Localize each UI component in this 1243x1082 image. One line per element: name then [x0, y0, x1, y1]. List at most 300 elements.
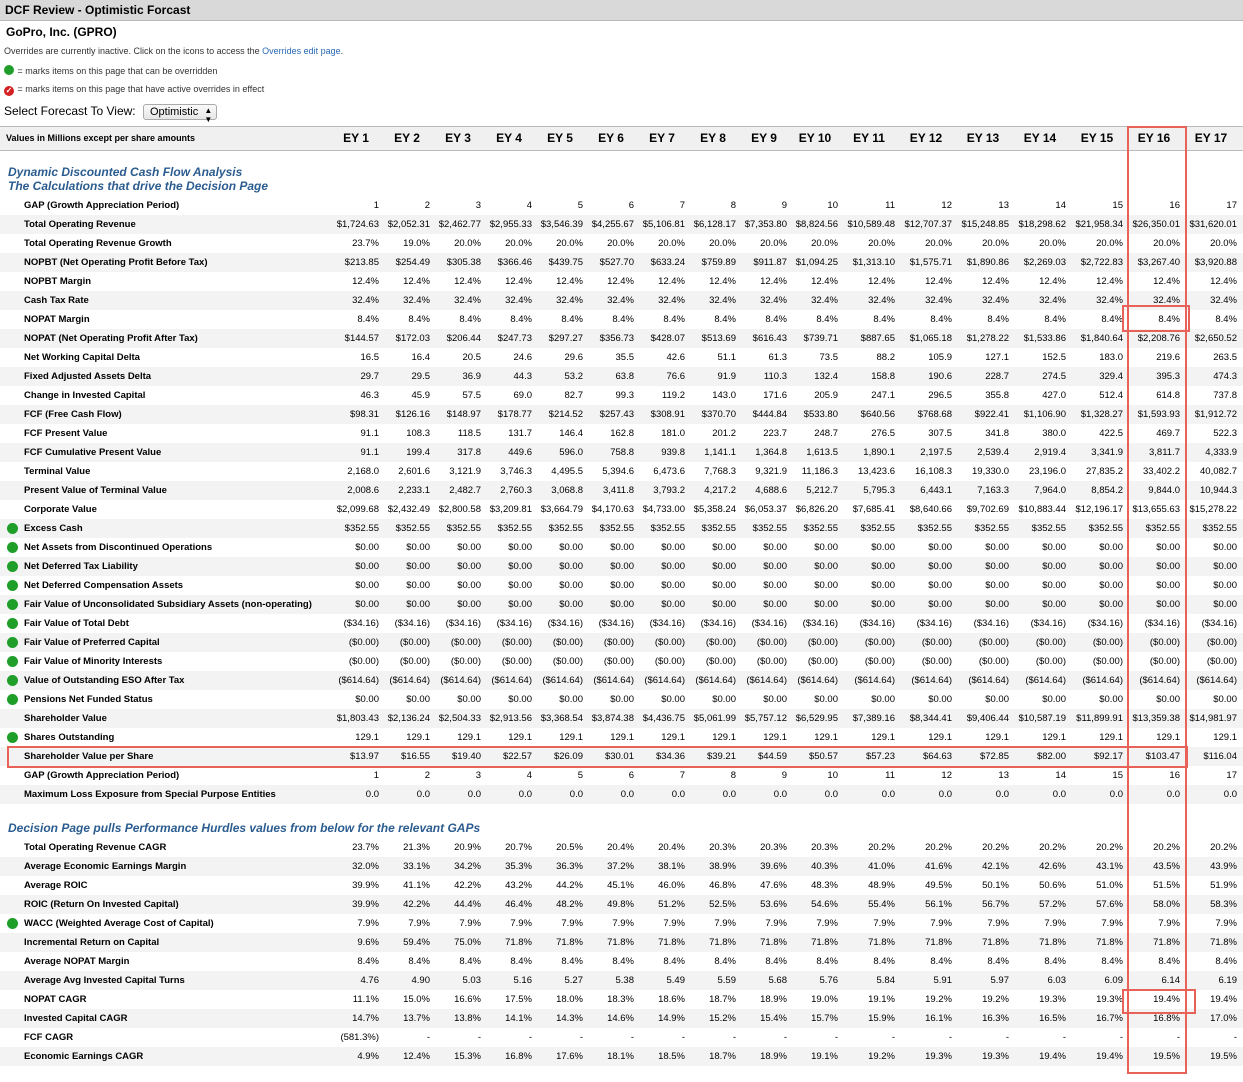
cell-value: 105.9 — [928, 352, 952, 363]
cell-value: 307.5 — [928, 428, 952, 439]
cell-value: 39.9% — [352, 899, 379, 910]
cell-value: 19.5% — [1210, 1051, 1237, 1062]
override-dot-icon[interactable] — [7, 618, 18, 629]
cell-value: 7,964.0 — [1034, 485, 1066, 496]
cell-value: 119.2 — [661, 390, 685, 401]
column-header: EY 14 — [1023, 131, 1057, 145]
cell-value: $0.00 — [871, 580, 895, 591]
cell-value: 12.4% — [1039, 276, 1066, 287]
cell-value: 20.2% — [925, 842, 952, 853]
table-row — [0, 291, 1243, 310]
cell-value: 51.0% — [1096, 880, 1123, 891]
cell-value: $352.55 — [548, 523, 583, 534]
cell-value: 8 — [730, 200, 736, 211]
cell-value: 32.4% — [868, 295, 895, 306]
cell-value: 17 — [1226, 200, 1237, 211]
cell-value: $297.27 — [548, 333, 583, 344]
cell-value: 329.4 — [1099, 371, 1123, 382]
cell-value: 20.4% — [658, 842, 685, 853]
cell-value: 20.2% — [1039, 842, 1066, 853]
cell-value: 44.3 — [513, 371, 532, 382]
cell-value: ($0.00) — [921, 656, 952, 667]
cell-value: - — [1005, 1032, 1009, 1043]
cell-value: $1,313.10 — [852, 257, 895, 268]
cell-value: 20.0% — [1096, 238, 1123, 249]
cell-value: 42.2% — [454, 880, 481, 891]
cell-value: 82.7 — [564, 390, 583, 401]
override-dot-icon[interactable] — [7, 637, 18, 648]
cell-value: ($0.00) — [450, 656, 481, 667]
cell-value: $11,899.91 — [1076, 713, 1123, 724]
cell-value: 5.68 — [768, 975, 787, 986]
cell-value: 71.8% — [1210, 937, 1237, 948]
row-label: Fixed Adjusted Assets Delta — [24, 371, 152, 382]
column-header: EY 2 — [394, 131, 420, 145]
legend-red-text: = marks items on this page that have active overrides in effect — [17, 84, 265, 94]
cell-value: $0.00 — [928, 561, 952, 572]
cell-value: 17.5% — [505, 994, 532, 1005]
cell-value: 10 — [827, 200, 838, 211]
cell-value: 19.2% — [982, 994, 1009, 1005]
cell-value: 8.4% — [816, 956, 838, 967]
cell-value: $64.63 — [922, 751, 952, 762]
row-label: Average Avg Invested Capital Turns — [24, 975, 185, 986]
row-label: NOPBT (Net Operating Profit Before Tax) — [24, 257, 208, 268]
cell-value: 219.6 — [1156, 352, 1180, 363]
override-dot-icon[interactable] — [7, 656, 18, 667]
row-label: Total Operating Revenue Growth — [24, 238, 172, 249]
table-row — [0, 576, 1243, 595]
cell-value: 12 — [941, 200, 952, 211]
cell-value: ($34.16) — [445, 618, 481, 629]
row-label: Fair Value of Preferred Capital — [24, 637, 160, 648]
highlight-nopat-margin — [1122, 305, 1190, 332]
cell-value: ($0.00) — [603, 637, 634, 648]
cell-value: $0.00 — [985, 542, 1009, 553]
cell-value: 41.1% — [403, 880, 430, 891]
cell-value: 15.9% — [868, 1013, 895, 1024]
row-label: Shareholder Value per Share — [24, 751, 154, 762]
cell-value: 129.1 — [661, 732, 685, 743]
cell-value: 20.0% — [868, 238, 895, 249]
cell-value: 54.6% — [811, 899, 838, 910]
cell-value: $126.16 — [395, 409, 430, 420]
cell-value: $10,883.44 — [1018, 504, 1066, 515]
cell-value: 13 — [998, 770, 1009, 781]
table-row — [0, 728, 1243, 747]
cell-value: $1,328.27 — [1080, 409, 1123, 420]
cell-value: ($0.00) — [399, 656, 430, 667]
cell-value: 737.8 — [1213, 390, 1237, 401]
cell-value: 5.84 — [876, 975, 895, 986]
cell-value: ($0.00) — [552, 656, 583, 667]
cell-value: 2 — [424, 770, 430, 781]
cell-value: $0.00 — [661, 580, 685, 591]
cell-value: 13 — [998, 200, 1009, 211]
cell-value: $0.00 — [559, 542, 583, 553]
cell-value: ($34.16) — [1144, 618, 1180, 629]
cell-value: 12.4% — [454, 276, 481, 287]
cell-value: 276.5 — [871, 428, 895, 439]
cell-value: $0.00 — [1156, 580, 1180, 591]
row-label: Average Economic Earnings Margin — [24, 861, 187, 872]
cell-value: 7 — [679, 770, 685, 781]
cell-value: $116.04 — [1203, 751, 1237, 762]
table-row — [0, 367, 1243, 386]
override-dot-icon[interactable] — [7, 599, 18, 610]
cell-value: 51.5% — [1153, 880, 1180, 891]
cell-value: 12.4% — [709, 276, 736, 287]
cell-value: 9,321.9 — [755, 466, 787, 477]
cell-value: 20.0% — [709, 238, 736, 249]
cell-value: 16,108.3 — [915, 466, 952, 477]
cell-value: 13.8% — [454, 1013, 481, 1024]
row-label: FCF Cumulative Present Value — [24, 447, 162, 458]
cell-value: 7.9% — [816, 918, 838, 929]
cell-value: 16 — [1169, 770, 1180, 781]
cell-value: $12,707.37 — [904, 219, 952, 230]
cell-value: 8.4% — [930, 314, 952, 325]
cell-value: - — [1119, 1032, 1123, 1043]
cell-value: $0.00 — [457, 542, 481, 553]
cell-value: $2,462.77 — [438, 219, 481, 230]
cell-value: $0.00 — [559, 580, 583, 591]
cell-value: 32.4% — [658, 295, 685, 306]
cell-value: $50.57 — [808, 751, 838, 762]
cell-value: 11.1% — [352, 994, 379, 1005]
cell-value: $0.00 — [508, 694, 532, 705]
cell-value: ($614.64) — [542, 675, 583, 686]
row-label: Total Operating Revenue CAGR — [24, 842, 167, 853]
cell-value: $0.00 — [763, 580, 787, 591]
cell-value: 12.4% — [1153, 276, 1180, 287]
cell-value: 20.0% — [556, 238, 583, 249]
cell-value: 4.90 — [411, 975, 430, 986]
cell-value: 32.4% — [1039, 295, 1066, 306]
cell-value: $6,053.37 — [744, 504, 787, 515]
cell-value: $0.00 — [928, 580, 952, 591]
cell-value: ($0.00) — [1149, 637, 1180, 648]
cell-value: 19.3% — [925, 1051, 952, 1062]
override-dot-icon[interactable] — [7, 732, 18, 743]
column-header: EY 15 — [1080, 131, 1114, 145]
cell-value: 39.9% — [352, 880, 379, 891]
cell-value: 17.6% — [556, 1051, 583, 1062]
cell-value: 34.2% — [454, 861, 481, 872]
cell-value: ($0.00) — [1149, 656, 1180, 667]
cell-value: 8.4% — [714, 314, 736, 325]
cell-value: ($0.00) — [978, 656, 1009, 667]
row-label: FCF (Free Cash Flow) — [24, 409, 122, 420]
cell-value: 69.0 — [513, 390, 532, 401]
cell-value: $0.00 — [406, 599, 430, 610]
cell-value: $2,800.58 — [438, 504, 481, 515]
cell-value: 129.1 — [1099, 732, 1123, 743]
cell-value: 47.6% — [760, 880, 787, 891]
cell-value: $0.00 — [763, 542, 787, 553]
cell-value: 8.4% — [357, 956, 379, 967]
cell-value: ($0.00) — [864, 656, 895, 667]
table-row — [0, 895, 1243, 914]
cell-value: $0.00 — [406, 694, 430, 705]
cell-value: 12.4% — [403, 276, 430, 287]
cell-value: 614.8 — [1156, 390, 1180, 401]
cell-value: 32.4% — [454, 295, 481, 306]
table-row — [0, 933, 1243, 952]
table-row — [0, 971, 1243, 990]
cell-value: 0.0 — [881, 789, 895, 800]
cell-value: 129.1 — [763, 732, 787, 743]
cell-value: 6.09 — [1104, 975, 1123, 986]
row-label: Terminal Value — [24, 466, 91, 477]
cell-value: 2,919.4 — [1034, 447, 1066, 458]
cell-value: 0.0 — [671, 789, 685, 800]
override-dot-icon[interactable] — [7, 694, 18, 705]
cell-value: 63.8 — [615, 371, 634, 382]
cell-value: ($0.00) — [654, 637, 685, 648]
cell-value: $922.41 — [974, 409, 1009, 420]
cell-value: 7.9% — [459, 918, 481, 929]
cell-value: - — [834, 1032, 838, 1043]
cell-value: ($0.00) — [978, 637, 1009, 648]
cell-value: 7,768.3 — [704, 466, 736, 477]
table-row — [0, 952, 1243, 971]
cell-value: ($34.16) — [343, 618, 379, 629]
cell-value: 71.8% — [709, 937, 736, 948]
cell-value: 52.5% — [709, 899, 736, 910]
row-label: FCF CAGR — [24, 1032, 74, 1043]
table-row — [0, 1028, 1243, 1047]
cell-value: 190.6 — [928, 371, 952, 382]
forecast-selector-row — [4, 104, 217, 124]
cell-value: 50.1% — [982, 880, 1009, 891]
cell-value: 20.0% — [658, 238, 685, 249]
cell-value: 3,811.7 — [1149, 447, 1180, 458]
cell-value: 32.4% — [607, 295, 634, 306]
cell-value: 3 — [475, 770, 481, 781]
cell-value: 19.3% — [1039, 994, 1066, 1005]
forecast-select[interactable] — [143, 104, 217, 124]
cell-value: 152.5 — [1042, 352, 1066, 363]
cell-value: ($0.00) — [1035, 656, 1066, 667]
cell-value: $5,106.81 — [642, 219, 685, 230]
override-dot-icon[interactable] — [7, 523, 18, 534]
cell-value: $21,958.34 — [1075, 219, 1123, 230]
cell-value: 20.0% — [760, 238, 787, 249]
cell-value: 12.4% — [982, 276, 1009, 287]
cell-value: $0.00 — [712, 542, 736, 553]
cell-value: ($614.64) — [1025, 675, 1066, 686]
highlight-ey16-column — [1127, 126, 1187, 1074]
column-header: EY 4 — [496, 131, 522, 145]
cell-value: $0.00 — [1042, 580, 1066, 591]
cell-value: 12.4% — [868, 276, 895, 287]
cell-value: $213.85 — [344, 257, 379, 268]
cell-value: $0.00 — [661, 694, 685, 705]
cell-value: 1,141.1 — [704, 447, 736, 458]
cell-value: 3,793.2 — [653, 485, 685, 496]
cell-value: 449.6 — [508, 447, 532, 458]
cell-value: $0.00 — [985, 599, 1009, 610]
cell-value: 19.4% — [1153, 994, 1180, 1005]
window-title: DCF Review - Optimistic Forcast — [0, 0, 1243, 21]
table-row — [0, 500, 1243, 519]
cell-value: 49.5% — [925, 880, 952, 891]
cell-value: 56.1% — [925, 899, 952, 910]
cell-value: 19.1% — [868, 994, 895, 1005]
cell-value: 18.9% — [760, 1051, 787, 1062]
cell-value: ($0.00) — [1206, 637, 1237, 648]
cell-value: $0.00 — [1042, 561, 1066, 572]
cell-value: 33,402.2 — [1143, 466, 1180, 477]
cell-value: $352.55 — [917, 523, 952, 534]
cell-value: 8.4% — [765, 956, 787, 967]
cell-value: $0.00 — [1213, 694, 1237, 705]
cell-value: ($0.00) — [705, 637, 736, 648]
row-label: Maximum Loss Exposure from Special Purpose Entities — [24, 789, 276, 800]
cell-value: $0.00 — [814, 599, 838, 610]
cell-value: 20.7% — [505, 842, 532, 853]
cell-value: $0.00 — [1099, 694, 1123, 705]
cell-value: $527.70 — [599, 257, 634, 268]
cell-value: 5.97 — [990, 975, 1009, 986]
cell-value: ($0.00) — [552, 637, 583, 648]
cell-value: 24.6 — [513, 352, 532, 363]
override-dot-icon[interactable] — [7, 918, 18, 929]
cell-value: $2,955.33 — [489, 219, 532, 230]
cell-value: 6.14 — [1161, 975, 1180, 986]
override-dot-icon[interactable] — [7, 580, 18, 591]
cell-value: $1,724.63 — [336, 219, 379, 230]
cell-value: 8.4% — [612, 314, 634, 325]
row-label: Shareholder Value — [24, 713, 107, 724]
cell-value: 19.2% — [868, 1051, 895, 1062]
cell-value: - — [948, 1032, 952, 1043]
cell-value: $5,061.99 — [693, 713, 736, 724]
cell-value: 39.6% — [760, 861, 787, 872]
cell-value: $0.00 — [985, 580, 1009, 591]
cell-value: 3 — [475, 200, 481, 211]
cell-value: 8.4% — [873, 314, 895, 325]
cell-value: 1,890.1 — [863, 447, 895, 458]
cell-value: 6.19 — [1218, 975, 1237, 986]
cell-value: $5,358.24 — [693, 504, 736, 515]
cell-value: 171.6 — [763, 390, 787, 401]
cell-value: 8.4% — [1215, 956, 1237, 967]
row-label: NOPAT (Net Operating Profit After Tax) — [24, 333, 198, 344]
cell-value: 16.6% — [454, 994, 481, 1005]
cell-value: $16.55 — [400, 751, 430, 762]
cell-value: 15 — [1112, 200, 1123, 211]
cell-value: $352.55 — [860, 523, 895, 534]
cell-value: 11,186.3 — [801, 466, 838, 477]
cell-value: $352.55 — [395, 523, 430, 534]
cell-value: $44.59 — [757, 751, 787, 762]
cell-value: 7.9% — [357, 918, 379, 929]
cell-value: 20.2% — [982, 842, 1009, 853]
cell-value: 12.4% — [505, 276, 532, 287]
cell-value: 19.0% — [403, 238, 430, 249]
cell-value: 73.5 — [819, 352, 838, 363]
cell-value: 8.4% — [1044, 314, 1066, 325]
table-row — [0, 310, 1243, 329]
cell-value: $1,533.86 — [1023, 333, 1066, 344]
cell-value: 0.0 — [938, 789, 952, 800]
cell-value: ($614.64) — [911, 675, 952, 686]
cell-value: 7.9% — [1158, 918, 1180, 929]
cell-value: $352.55 — [446, 523, 481, 534]
cell-value: $3,368.54 — [540, 713, 583, 724]
cell-value: $82.00 — [1036, 751, 1066, 762]
cell-value: 75.0% — [454, 937, 481, 948]
cell-value: 129.1 — [1156, 732, 1180, 743]
row-label: Total Operating Revenue — [24, 219, 136, 230]
table-row — [0, 215, 1243, 234]
cell-value: ($0.00) — [756, 656, 787, 667]
cell-value: $12,196.17 — [1075, 504, 1123, 515]
cell-value: 1 — [373, 770, 379, 781]
cell-value: 53.6% — [760, 899, 787, 910]
cell-value: 2,008.6 — [347, 485, 379, 496]
table-row — [0, 914, 1243, 933]
cell-value: 5.91 — [933, 975, 952, 986]
cell-value: $2,913.56 — [489, 713, 532, 724]
cell-value: ($0.00) — [501, 637, 532, 648]
cell-value: 8.4% — [561, 956, 583, 967]
cell-value: 395.3 — [1156, 371, 1180, 382]
cell-value: 2,760.3 — [500, 485, 532, 496]
override-dot-icon[interactable] — [7, 675, 18, 686]
cell-value: 43.9% — [1210, 861, 1237, 872]
table-row — [0, 196, 1243, 215]
table-row — [0, 386, 1243, 405]
section1-subtitle: The Calculations that drive the Decision Page — [8, 179, 269, 193]
cell-value: 7.9% — [510, 918, 532, 929]
overrides-edit-link[interactable]: Overrides edit page — [262, 46, 341, 56]
cell-value: 205.9 — [814, 390, 838, 401]
cell-value: 7.9% — [765, 918, 787, 929]
cell-value: 15.7% — [811, 1013, 838, 1024]
table-row — [0, 595, 1243, 614]
cell-value: 13,423.6 — [858, 466, 895, 477]
row-label: Corporate Value — [24, 504, 97, 515]
cell-value: 8.4% — [1158, 314, 1180, 325]
cell-value: 7.9% — [987, 918, 1009, 929]
row-label: FCF Present Value — [24, 428, 108, 439]
cell-value: ($0.00) — [348, 656, 379, 667]
table-row — [0, 990, 1243, 1009]
cell-value: 7.9% — [1215, 918, 1237, 929]
cell-value: 14.1% — [505, 1013, 532, 1024]
cell-value: 14.9% — [658, 1013, 685, 1024]
cell-value: $0.00 — [763, 561, 787, 572]
cell-value: ($0.00) — [450, 637, 481, 648]
override-dot-icon[interactable] — [7, 542, 18, 553]
cell-value: 32.4% — [982, 295, 1009, 306]
cell-value: 43.2% — [505, 880, 532, 891]
cell-value: $1,803.43 — [336, 713, 379, 724]
cell-value: 129.1 — [985, 732, 1009, 743]
override-dot-icon[interactable] — [7, 561, 18, 572]
row-label: Present Value of Terminal Value — [24, 485, 167, 496]
cell-value: 8.4% — [765, 314, 787, 325]
cell-value: $0.00 — [508, 580, 532, 591]
cell-value: - — [1233, 1032, 1237, 1043]
red-check-icon: ✓ — [5, 86, 13, 95]
row-label: Invested Capital CAGR — [24, 1013, 128, 1024]
cell-value: 20.0% — [505, 238, 532, 249]
cell-value: 474.3 — [1213, 371, 1237, 382]
